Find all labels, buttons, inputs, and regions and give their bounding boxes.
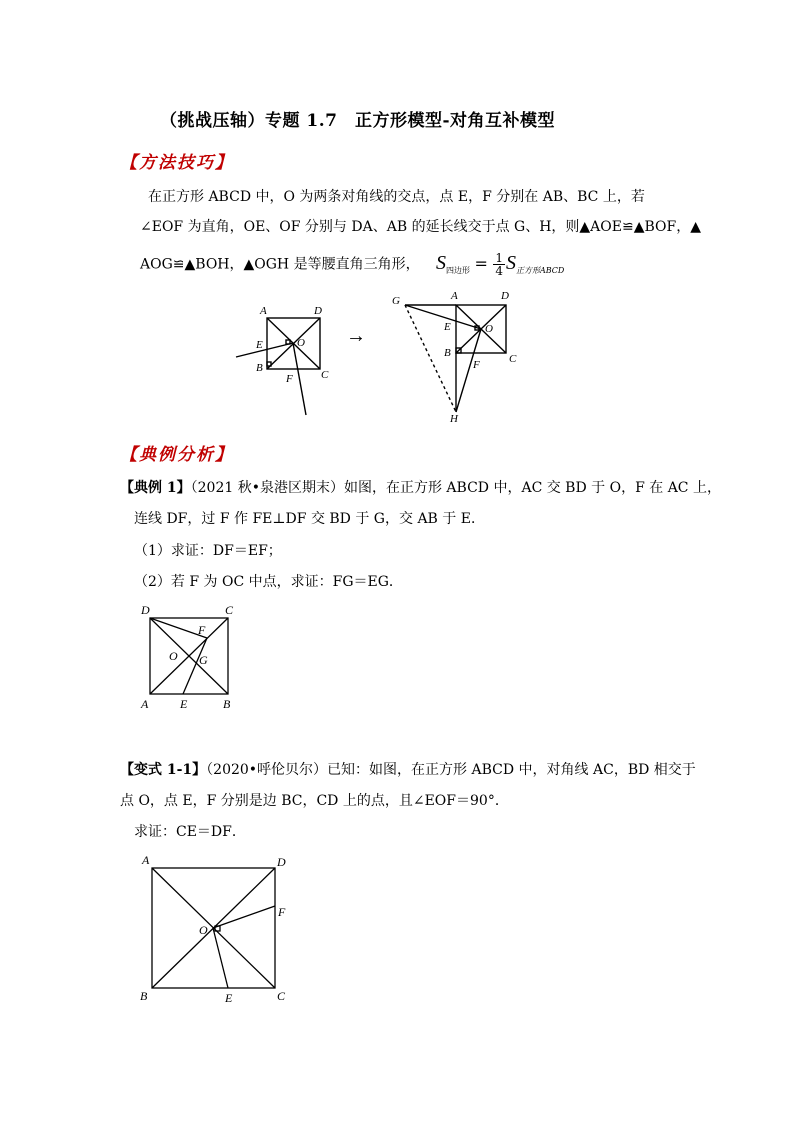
- example-1-line-1: [120, 478, 721, 498]
- formula-denominator: 4: [495, 264, 503, 278]
- example-1-source: （2021 秋•泉港区期末）: [190, 480, 344, 496]
- formula-sub-left: 四边形: [446, 265, 471, 275]
- area-formula: [436, 251, 565, 278]
- fig2-label-c: C: [509, 353, 517, 365]
- fig4-line-of: [213, 906, 275, 928]
- method-figures: [220, 290, 530, 422]
- fig1-label-f: F: [286, 373, 293, 385]
- fig3-label-d: D: [141, 603, 150, 617]
- example-1-line-2: 连线 DF，过 F 作 FE⊥DF 交 BD 于 G，交 AB 于 E．: [134, 511, 485, 527]
- formula-s-left: S: [436, 251, 447, 274]
- variant-1-line-1: [120, 760, 696, 780]
- fig2-label-b: B: [444, 347, 451, 359]
- fig1-label-c: C: [321, 369, 329, 381]
- example-1-tag: 【典例 1】: [120, 480, 191, 496]
- figure-1: [236, 318, 320, 415]
- fig1-right-angle-b: [267, 362, 271, 366]
- fig4-label-e: E: [225, 991, 233, 1005]
- fig2-label-a: A: [451, 290, 458, 302]
- fig2-label-d: D: [501, 290, 509, 302]
- fig3-label-c: C: [225, 603, 234, 617]
- figure-2: [405, 305, 506, 412]
- fig3-label-o: O: [169, 649, 178, 663]
- fig1-right-angle: [286, 340, 290, 344]
- fig4-label-o: O: [199, 923, 208, 937]
- example-1-question-2: （2）若 F 为 OC 中点，求证：FG＝EG．: [134, 574, 403, 590]
- fig2-label-f: F: [473, 359, 480, 371]
- fig1-label-o: O: [297, 337, 305, 349]
- figure-arrow: →: [346, 325, 366, 347]
- fig4-label-c: C: [277, 989, 286, 1003]
- formula-s-right: S: [506, 251, 516, 274]
- fig4-label-a: A: [142, 853, 150, 867]
- fig3-label-a: A: [141, 697, 149, 711]
- fig4-line-oe: [213, 928, 228, 988]
- fig2-label-e: E: [444, 321, 451, 333]
- example-1-text-1: 如图，在正方形 ABCD 中，AC 交 BD 于 O，F 在 AC 上，: [343, 480, 721, 496]
- fig2-label-g: G: [392, 295, 400, 307]
- examples-heading: 【典例分析】: [120, 445, 234, 465]
- example-1-figure: [135, 600, 245, 715]
- example-1-question-1: （1）求证：DF＝EF；: [134, 543, 282, 559]
- fig3-label-b: B: [223, 697, 231, 711]
- method-line-3: [140, 252, 564, 281]
- variant-1-line-2: 点 O，点 E，F 分别是边 BC，CD 上的点，且∠EOF＝90°．: [120, 793, 509, 809]
- figure-4: [152, 868, 275, 988]
- method-heading: 【方法技巧】: [120, 153, 234, 173]
- fig1-label-a: A: [260, 305, 267, 317]
- fig3-label-f: F: [198, 623, 206, 637]
- page-title: （挑战压轴）专题 1.7 正方形模型-对角互补模型: [160, 111, 556, 131]
- fig1-label-d: D: [314, 305, 322, 317]
- variant-1-figure: [135, 848, 300, 1008]
- fig1-line-oe: [236, 343, 293, 357]
- fig2-label-h: H: [450, 413, 458, 422]
- variant-1-text-1: 已知：如图，在正方形 ABCD 中，对角线 AC，BD 相交于: [327, 762, 696, 778]
- variant-1-tag: 【变式 1-1】: [120, 762, 207, 778]
- method-line-3-text: AOG≌▲BOH，▲OGH 是等腰直角三角形，: [140, 256, 420, 273]
- variant-1-question: 求证：CE＝DF．: [134, 824, 246, 840]
- figure-3: [150, 618, 228, 694]
- formula-eq: =: [474, 253, 488, 273]
- fig2-label-o: O: [485, 323, 493, 335]
- method-line-2: ∠EOF 为直角，OE、OF 分别与 DA、AB 的延长线交于点 G、H，则▲AOE≌▲BOF，▲: [140, 219, 701, 235]
- method-line-1: 在正方形 ABCD 中，O 为两条对角线的交点，点 E，F 分别在 AB、BC 上，若: [148, 189, 645, 205]
- fig1-label-b: B: [256, 362, 263, 374]
- fig4-label-f: F: [278, 905, 286, 919]
- fig3-label-e: E: [180, 697, 188, 711]
- figure-2-labels: [392, 290, 517, 422]
- fig1-label-e: E: [256, 339, 263, 351]
- variant-1-source: （2020•呼伦贝尔）: [206, 762, 328, 778]
- fig4-label-b: B: [140, 989, 148, 1003]
- formula-fraction: [493, 252, 505, 277]
- fig3-label-g: G: [199, 653, 208, 667]
- formula-sub-right: 正方形ABCD: [516, 265, 565, 275]
- fig4-label-d: D: [277, 855, 286, 869]
- formula-numerator: 1: [495, 251, 503, 265]
- fig2-line-go: [405, 305, 481, 329]
